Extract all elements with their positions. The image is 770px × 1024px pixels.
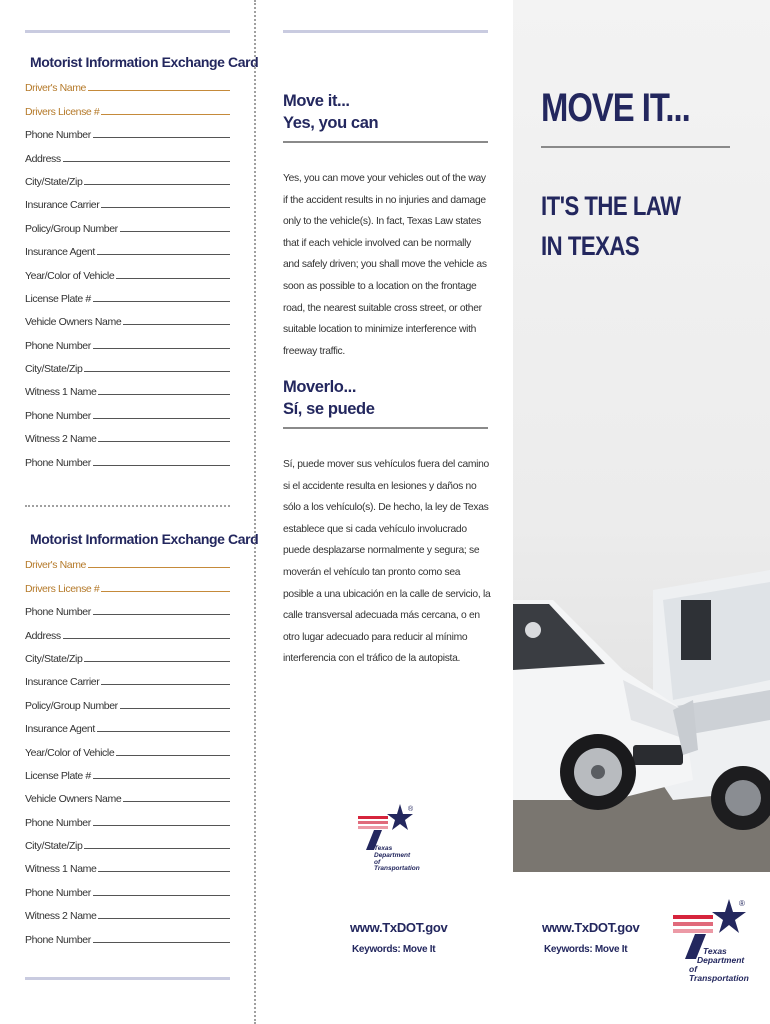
card-field-label: Driver's Name (25, 82, 86, 95)
card-field-blank-line[interactable] (116, 755, 230, 756)
bottom-rule-left (25, 977, 230, 980)
spanish-heading-line1: Moverlo... (283, 378, 357, 396)
card-field-label: Phone Number (25, 409, 91, 422)
spanish-heading-rule (283, 427, 488, 429)
card-field-row (25, 94, 230, 117)
spanish-heading-line2: Sí, se puede (283, 400, 375, 418)
card-field-blank-line[interactable] (93, 465, 230, 466)
card-field-label: Phone Number (25, 339, 91, 352)
card-field-label: License Plate # (25, 292, 91, 305)
card-field-row (25, 688, 230, 711)
txdot-logo-right (673, 897, 753, 987)
card-field-blank-line[interactable] (93, 418, 230, 419)
card-field-label: Phone Number (25, 933, 91, 946)
card-field-blank-line[interactable] (97, 254, 230, 255)
card-field-blank-line[interactable] (101, 684, 230, 685)
card-field-row (25, 235, 230, 258)
logo-line3: of Transportation (374, 858, 420, 873)
card-field-label: License Plate # (25, 769, 91, 782)
card-field-label: Phone Number (25, 606, 91, 619)
registered-mark: ® (739, 899, 745, 908)
cover-subtitle (541, 186, 681, 266)
card-field-blank-line[interactable] (63, 161, 230, 162)
card-field-label: City/State/Zip (25, 363, 83, 376)
card-field-label: Vehicle Owners Name (25, 793, 122, 806)
card-field-blank-line[interactable] (101, 591, 230, 592)
card-field-blank-line[interactable] (123, 801, 230, 802)
card-field-row (25, 548, 230, 571)
card-field-blank-line[interactable] (116, 278, 230, 279)
logo-line2: Department (697, 954, 745, 965)
card-field-row (25, 141, 230, 164)
card-field-label: Driver's Name (25, 559, 86, 572)
card-field-row (25, 398, 230, 421)
card-field-label: Phone Number (25, 456, 91, 469)
card-field-blank-line[interactable] (93, 895, 230, 896)
english-heading-line1: Move it... (283, 92, 350, 110)
card-field-label: Phone Number (25, 816, 91, 829)
card-field-blank-line[interactable] (123, 324, 230, 325)
card-field-row (25, 211, 230, 234)
card-field-label: Witness 1 Name (25, 863, 97, 876)
card-field-label: Phone Number (25, 886, 91, 899)
card-field-row (25, 805, 230, 828)
keywords-middle: Keywords: Move It (352, 944, 436, 955)
card-field-label: Address (25, 629, 61, 642)
card-field-row (25, 618, 230, 641)
card-field-label: Year/Color of Vehicle (25, 269, 115, 282)
card-field-blank-line[interactable] (93, 348, 230, 349)
card-fields (25, 71, 230, 469)
cover-subtitle-line1: IT'S THE LAW (541, 191, 681, 221)
card-field-label: Witness 2 Name (25, 433, 97, 446)
website-link-right[interactable]: www.TxDOT.gov (542, 920, 640, 935)
card-field-label: Witness 1 Name (25, 386, 97, 399)
card-field-blank-line[interactable] (88, 90, 230, 91)
card-field-row (25, 328, 230, 351)
card-field-label: Witness 2 Name (25, 910, 97, 923)
top-rule-middle (283, 30, 488, 33)
cover-title-rule (541, 146, 730, 148)
card-field-blank-line[interactable] (93, 825, 230, 826)
card-field-row (25, 875, 230, 898)
card-field-blank-line[interactable] (98, 394, 230, 395)
english-section (283, 90, 488, 143)
card-field-blank-line[interactable] (84, 371, 230, 372)
card-field-label: Insurance Agent (25, 723, 95, 736)
card-field-row (25, 829, 230, 852)
card-field-blank-line[interactable] (101, 114, 230, 115)
english-heading-line2: Yes, you can (283, 114, 379, 132)
card-field-label: City/State/Zip (25, 840, 83, 853)
card-field-blank-line[interactable] (120, 708, 230, 709)
card-field-blank-line[interactable] (97, 731, 230, 732)
logo-line1: Texas (374, 845, 393, 852)
logo-line2: Department (374, 851, 411, 859)
top-rule-left (25, 30, 230, 33)
card-field-row (25, 595, 230, 618)
card-field-row (25, 445, 230, 468)
card-field-blank-line[interactable] (84, 848, 230, 849)
card-field-row (25, 258, 230, 281)
card-field-blank-line[interactable] (93, 137, 230, 138)
keywords-right: Keywords: Move It (544, 944, 628, 955)
cover-title: MOVE IT... (541, 86, 690, 130)
card-title-text: Motorist Information Exchange Card (30, 531, 259, 547)
card-field-row (25, 188, 230, 211)
panel-fold-line (254, 0, 256, 1024)
card-field-row (25, 665, 230, 688)
website-link-middle[interactable]: www.TxDOT.gov (350, 920, 448, 935)
card-field-label: Year/Color of Vehicle (25, 746, 115, 759)
card-field-blank-line[interactable] (93, 942, 230, 943)
logo-line3: of Transportation (689, 963, 749, 983)
card-field-label: Insurance Agent (25, 246, 95, 259)
card-field-row (25, 922, 230, 945)
card-field-blank-line[interactable] (84, 184, 230, 185)
card-field-label: Policy/Group Number (25, 222, 118, 235)
card-field-blank-line[interactable] (63, 638, 230, 639)
card-field-blank-line[interactable] (101, 207, 230, 208)
logo-text (374, 846, 420, 873)
card-field-label: Vehicle Owners Name (25, 316, 122, 329)
card-field-blank-line[interactable] (120, 231, 230, 232)
card-field-row (25, 782, 230, 805)
card-field-row (25, 165, 230, 188)
english-heading-rule (283, 141, 488, 143)
card-field-row (25, 712, 230, 735)
card-title (25, 53, 259, 71)
card-field-blank-line[interactable] (93, 614, 230, 615)
card-field-row (25, 642, 230, 665)
exchange-card-top (25, 53, 259, 469)
card-field-label: Insurance Carrier (25, 199, 100, 212)
spanish-section (283, 376, 488, 429)
card-field-row (25, 735, 230, 758)
cover-panel (513, 0, 770, 872)
card-field-row (25, 899, 230, 922)
car-collision-image (513, 560, 770, 872)
card-field-label: Policy/Group Number (25, 699, 118, 712)
card-field-blank-line[interactable] (98, 871, 230, 872)
card-field-label: Drivers License # (25, 582, 100, 595)
english-body: Yes, you can move your vehicles out of the way if the accident results in no injuries and damage only to the vehicle(s). In fact, Texas Law states that if each vehicle involved can be normally and safely driven; you shall move the vehicle as soon as possible to a location on the frontage road, the nearest suitable cross street, or other suitable location to minimize interference with freeway traffic. (283, 173, 487, 357)
card-field-row (25, 571, 230, 594)
card-field-label: Address (25, 152, 61, 165)
card-field-label: City/State/Zip (25, 652, 83, 665)
card-field-label: Insurance Carrier (25, 676, 100, 689)
cover-subtitle-line2: IN TEXAS (541, 231, 640, 261)
card-field-blank-line[interactable] (88, 567, 230, 568)
card-field-blank-line[interactable] (98, 441, 230, 442)
card-field-row (25, 282, 230, 305)
card-field-row (25, 71, 230, 94)
card-field-row (25, 118, 230, 141)
card-field-row (25, 759, 230, 782)
card-fields (25, 548, 230, 946)
txdot-logo-middle (356, 802, 420, 873)
card-field-label: Drivers License # (25, 105, 100, 118)
card-field-row (25, 852, 230, 875)
card-field-row (25, 305, 230, 328)
card-field-row (25, 422, 230, 445)
registered-mark: ® (408, 806, 414, 813)
card-field-row (25, 352, 230, 375)
logo-line1: Texas (703, 946, 727, 956)
card-field-label: City/State/Zip (25, 175, 83, 188)
card-field-label: Phone Number (25, 129, 91, 142)
exchange-card-bottom (25, 530, 259, 946)
card-field-blank-line[interactable] (93, 778, 230, 779)
card-field-blank-line[interactable] (84, 661, 230, 662)
card-field-blank-line[interactable] (98, 918, 230, 919)
card-field-blank-line[interactable] (93, 301, 230, 302)
card-title (25, 530, 259, 548)
card-field-row (25, 375, 230, 398)
card-cut-line (25, 505, 230, 507)
spanish-body: Sí, puede mover sus vehículos fuera del camino si el accidente resulta en lesiones y daños no sólo a los vehículo(s). De hecho, la ley de Texas establece que si cada vehículo involucrado puede desplazarse normalmente y segura; se moverán el vehículo tan pronto como sea posible a una ubicación en la calle de servicio, la calle transversal adecuada más cercana, o en otro lugar adecuado para reducir al mínimo interferencia con el tráfico de la autopista. (283, 459, 491, 665)
logo-text (691, 947, 753, 983)
card-title-text: Motorist Information Exchange Card (30, 54, 259, 70)
